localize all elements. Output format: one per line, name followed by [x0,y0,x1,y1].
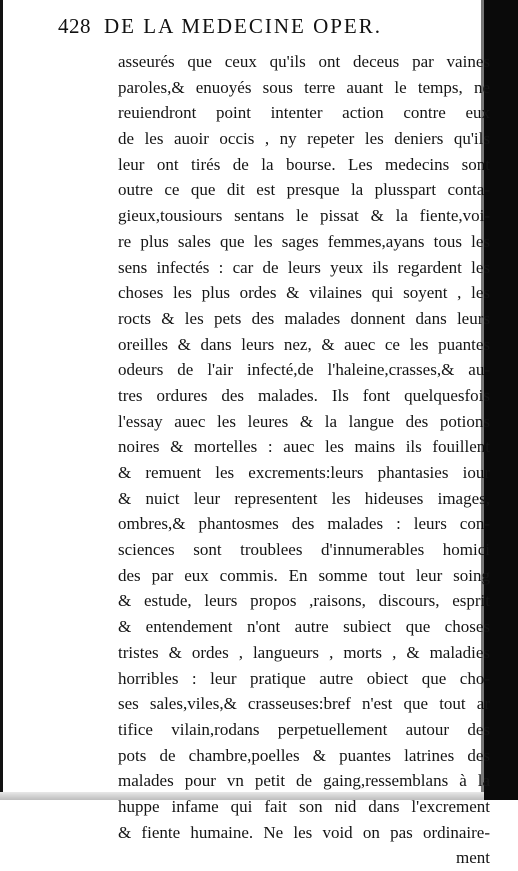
text-line: odeurs de l'air infecté,de l'haleine,crasses,& au- [118,360,490,380]
text-line: & remuent les excrements:leurs phantasies iour [118,463,490,482]
text-line: tristes & ordes , langueurs , morts , & maladies [118,642,490,662]
page-number: 428 [58,14,91,38]
text-line: oreilles & dans leurs nez, & auec ce les puantes [118,334,490,354]
text-line: gieux,tousiours sentans le pissat & la fiente,voi- [118,206,490,226]
body-text [118,49,490,871]
text-line: rocts & les pets des malades donnent dans leurs [118,308,490,328]
scan-left-edge [0,0,3,800]
text-line: & entendement n'ont autre subiect que choses [118,617,490,637]
text-line: l'essay auec les leures & la langue des potions [118,411,490,431]
text-line: sens infectés : car de leurs yeux ils regardent les [118,257,490,277]
text-line: reuiendront point intenter action contre eux [118,103,490,123]
text-line: & fiente humaine. Ne les void on pas ordinaire- [118,822,490,842]
text-line: & nuict leur representent les hideuses images, [118,488,490,508]
text-line: sciences sont troublees d'innumerables homici [118,540,490,560]
text-line: ses sales,viles,& crasseuses:bref n'est que tout ar [118,694,490,714]
text-line: tifice vilain,rodans perpetuellement autour des [118,719,490,739]
text-line: ombres,& phantosmes des malades : leurs con- [118,514,490,534]
text-line: paroles,& enuoyés sous terre auant le temps, ne [118,77,490,97]
text-line: re plus sales que les sages femmes,ayans tous les [118,231,490,251]
text-line: malades pour vn petit de gaing,ressemblans à la [118,771,490,791]
text-line: noires & mortelles : auec les mains ils fouillent [118,437,490,457]
text-line: & estude, leurs propos ,raisons, discours, esprit [118,591,490,611]
text-line: leur ont tirés de la bourse. Les medecins sont [118,154,490,174]
text-line: des par eux commis. En somme tout leur soing [118,565,490,585]
text-line: horribles : leur pratique autre obiect que cho- [118,668,490,688]
text-line: outre ce que dit est presque la plusspart conta- [118,180,490,200]
text-line: tres ordures des malades. Ils font quelquesfois [118,385,490,405]
running-head: DE LA MEDECINE OPER. [104,14,382,38]
text-line: pots de chambre,poelles & puantes latrines des [118,745,490,765]
text-line: huppe infame qui fait son nid dans l'excrement [118,796,490,816]
text-line: choses les plus ordes & vilaines qui soyent , les [118,283,490,303]
text-line: de les auoir occis , ny repeter les deniers qu'ils [118,129,490,149]
catchword: ment [456,848,490,868]
text-line: asseurés que ceux qu'ils ont deceus par vaines [118,52,490,71]
